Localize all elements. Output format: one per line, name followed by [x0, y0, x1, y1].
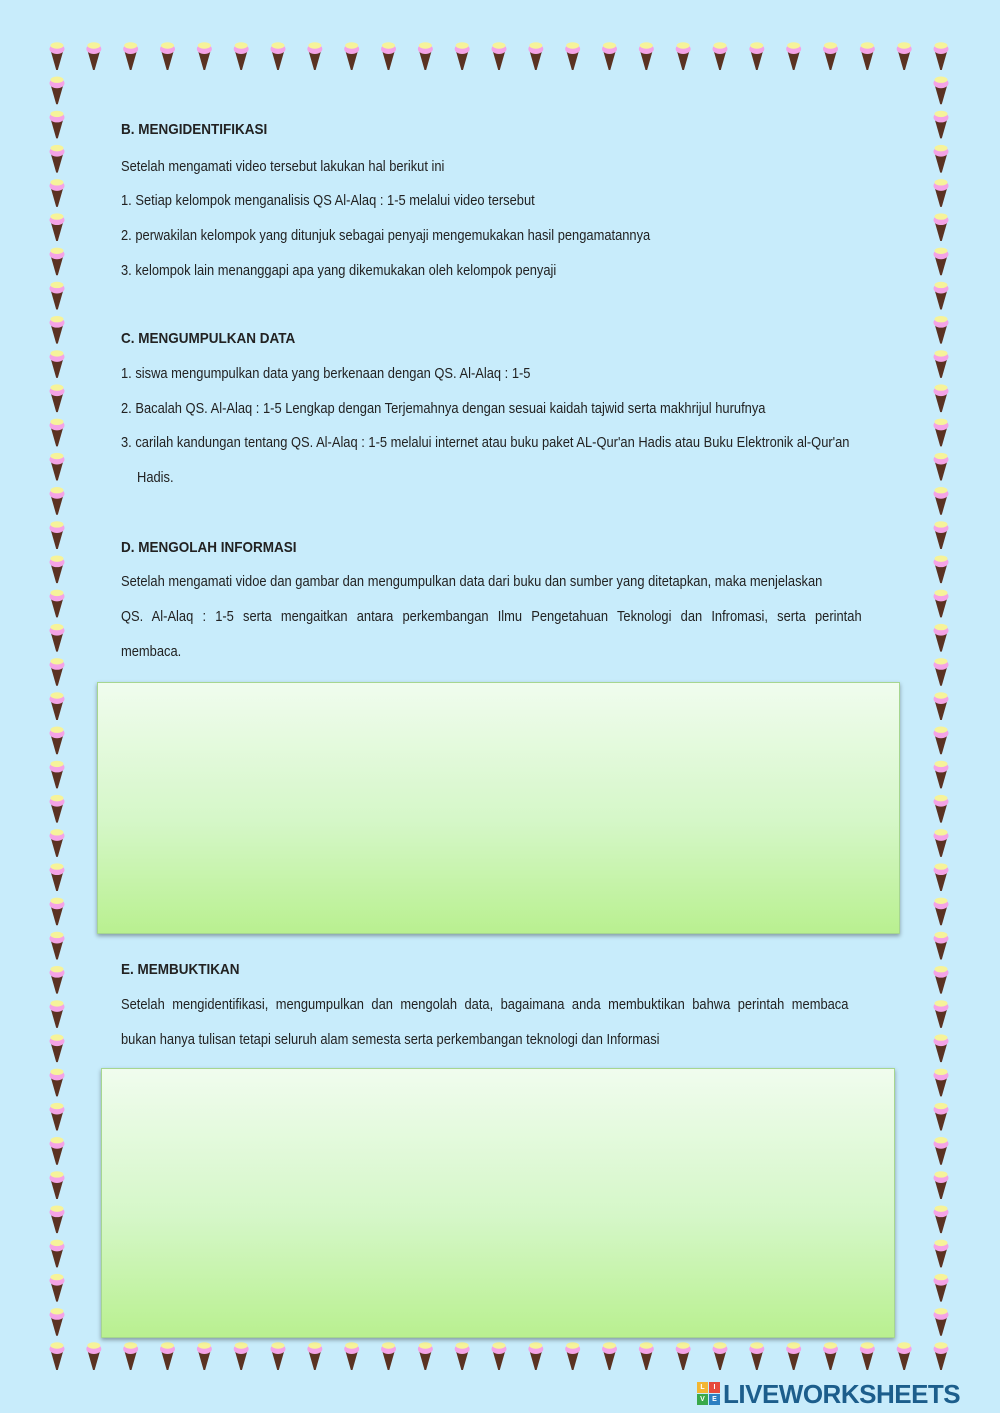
ice-cream-cone-icon	[934, 898, 949, 926]
liveworksheets-logo	[697, 1380, 960, 1408]
ice-cream-cone-icon	[50, 77, 65, 105]
ice-cream-cone-icon	[786, 42, 801, 70]
ice-cream-cone-icon	[749, 42, 764, 70]
section-c-item-1: 1. siswa mengumpulkan data yang berkenaan dengan QS. Al-Alaq : 1-5	[121, 365, 531, 382]
ice-cream-cone-icon	[50, 1240, 65, 1268]
section-d-line-2: QS. Al-Alaq : 1-5 serta mengaitkan antara perkembangan Ilmu Pengetahuan Teknologi dan Infromasi, serta perintah	[121, 608, 862, 625]
ice-cream-cone-icon	[50, 179, 65, 207]
answer-box-membuktikan[interactable]	[101, 1068, 895, 1338]
liveworksheets-logo-icon: L I V E	[697, 1382, 721, 1406]
ice-cream-cone-icon	[934, 1274, 949, 1302]
ice-cream-cone-icon	[418, 1342, 433, 1370]
section-b-item-2: 2. perwakilan kelompok yang ditunjuk sebagai penyaji mengemukakan hasil pengamatannya	[121, 227, 651, 244]
ice-cream-cone-icon	[50, 1308, 65, 1336]
ice-cream-cone-icon	[160, 1342, 175, 1370]
ice-cream-cone-icon	[50, 727, 65, 755]
ice-cream-cone-icon	[271, 1342, 286, 1370]
ice-cream-cone-icon	[934, 453, 949, 481]
section-c-item-3-continuation: Hadis.	[137, 469, 174, 486]
ice-cream-cone-icon	[50, 658, 65, 686]
ice-cream-cone-icon	[307, 42, 322, 70]
ice-cream-cone-icon	[197, 42, 212, 70]
ice-cream-cone-icon	[381, 42, 396, 70]
ice-cream-cone-icon	[823, 42, 838, 70]
ice-cream-cone-icon	[50, 555, 65, 583]
ice-cream-cone-icon	[307, 1342, 322, 1370]
ice-cream-cone-icon	[50, 1000, 65, 1028]
ice-cream-cone-icon	[234, 42, 249, 70]
section-d-line-3: membaca.	[121, 643, 182, 660]
ice-cream-cone-icon	[934, 282, 949, 310]
ice-cream-cone-icon	[713, 42, 728, 70]
ice-cream-cone-icon	[160, 42, 175, 70]
ice-cream-cone-icon	[934, 1342, 949, 1370]
ice-cream-cone-icon	[50, 453, 65, 481]
ice-cream-cone-icon	[934, 727, 949, 755]
ice-cream-cone-icon	[934, 590, 949, 618]
ice-cream-cone-icon	[565, 42, 580, 70]
ice-cream-cone-icon	[50, 1171, 65, 1199]
ice-cream-cone-icon	[528, 1342, 543, 1370]
ice-cream-cone-icon	[50, 1342, 65, 1370]
ice-cream-cone-icon	[50, 316, 65, 344]
ice-cream-cone-icon	[602, 42, 617, 70]
ice-cream-cone-icon	[934, 932, 949, 960]
ice-cream-cone-icon	[934, 795, 949, 823]
ice-cream-cone-icon	[381, 1342, 396, 1370]
ice-cream-cone-icon	[934, 384, 949, 412]
ice-cream-cone-icon	[50, 350, 65, 378]
ice-cream-cone-icon	[934, 692, 949, 720]
ice-cream-cone-icon	[50, 761, 65, 789]
ice-cream-cone-icon	[934, 77, 949, 105]
ice-cream-cone-icon	[50, 42, 65, 70]
ice-cream-cone-icon	[123, 1342, 138, 1370]
ice-cream-cone-icon	[860, 1342, 875, 1370]
ice-cream-cone-icon	[50, 1274, 65, 1302]
answer-box-mengolah-informasi[interactable]	[97, 682, 900, 934]
ice-cream-cone-icon	[934, 829, 949, 857]
ice-cream-cone-icon	[565, 1342, 580, 1370]
ice-cream-cone-icon	[713, 1342, 728, 1370]
ice-cream-cone-icon	[934, 1103, 949, 1131]
section-e-heading: E. MEMBUKTIKAN	[121, 961, 240, 978]
ice-cream-cone-icon	[50, 111, 65, 139]
ice-cream-cone-icon	[934, 42, 949, 70]
ice-cream-cone-icon	[455, 42, 470, 70]
ice-cream-cone-icon	[934, 1034, 949, 1062]
ice-cream-cone-icon	[50, 966, 65, 994]
ice-cream-cone-icon	[271, 42, 286, 70]
ice-cream-cone-icon	[934, 487, 949, 515]
ice-cream-cone-icon	[234, 1342, 249, 1370]
ice-cream-cone-icon	[50, 624, 65, 652]
ice-cream-cone-icon	[344, 1342, 359, 1370]
ice-cream-cone-icon	[934, 350, 949, 378]
ice-cream-cone-icon	[934, 624, 949, 652]
ice-cream-cone-icon	[418, 42, 433, 70]
ice-cream-cone-icon	[50, 1034, 65, 1062]
ice-cream-cone-icon	[860, 42, 875, 70]
ice-cream-cone-icon	[749, 1342, 764, 1370]
ice-cream-cone-icon	[492, 1342, 507, 1370]
ice-cream-cone-icon	[934, 111, 949, 139]
ice-cream-cone-icon	[934, 213, 949, 241]
ice-cream-cone-icon	[50, 419, 65, 447]
section-e-line-2: bukan hanya tulisan tetapi seluruh alam semesta serta perkembangan teknologi dan Informasi	[121, 1031, 660, 1048]
ice-cream-cone-icon	[897, 42, 912, 70]
ice-cream-cone-icon	[676, 42, 691, 70]
ice-cream-cone-icon	[50, 1205, 65, 1233]
ice-cream-cone-icon	[676, 1342, 691, 1370]
ice-cream-cone-icon	[934, 1205, 949, 1233]
ice-cream-cone-icon	[934, 1308, 949, 1336]
ice-cream-cone-icon	[934, 145, 949, 173]
ice-cream-cone-icon	[934, 658, 949, 686]
ice-cream-cone-icon	[50, 1069, 65, 1097]
ice-cream-cone-icon	[50, 932, 65, 960]
ice-cream-cone-icon	[934, 248, 949, 276]
ice-cream-cone-icon	[934, 761, 949, 789]
ice-cream-cone-icon	[492, 42, 507, 70]
ice-cream-cone-icon	[602, 1342, 617, 1370]
section-c-heading: C. MENGUMPULKAN DATA	[121, 330, 296, 347]
section-b-intro: Setelah mengamati video tersebut lakukan hal berikut ini	[121, 158, 445, 175]
ice-cream-cone-icon	[786, 1342, 801, 1370]
ice-cream-cone-icon	[50, 795, 65, 823]
ice-cream-cone-icon	[50, 384, 65, 412]
ice-cream-cone-icon	[934, 316, 949, 344]
ice-cream-cone-icon	[50, 1103, 65, 1131]
ice-cream-cone-icon	[50, 282, 65, 310]
ice-cream-cone-icon	[50, 487, 65, 515]
ice-cream-cone-icon	[823, 1342, 838, 1370]
ice-cream-cone-icon	[639, 1342, 654, 1370]
ice-cream-cone-icon	[934, 1069, 949, 1097]
ice-cream-cone-icon	[934, 1137, 949, 1165]
ice-cream-cone-icon	[50, 590, 65, 618]
section-d-line-1: Setelah mengamati vidoe dan gambar dan mengumpulkan data dari buku dan sumber yang ditetapkan, maka menjelaskan	[121, 573, 823, 590]
ice-cream-cone-icon	[86, 1342, 101, 1370]
ice-cream-cone-icon	[50, 248, 65, 276]
ice-cream-cone-icon	[50, 213, 65, 241]
ice-cream-cone-icon	[934, 1171, 949, 1199]
ice-cream-cone-icon	[50, 829, 65, 857]
ice-cream-cone-icon	[86, 42, 101, 70]
ice-cream-cone-icon	[123, 42, 138, 70]
section-c-item-3: 3. carilah kandungan tentang QS. Al-Alaq : 1-5 melalui internet atau buku paket AL-Qur'an Hadis atau Buku Elektronik al-Qur'an	[121, 434, 850, 451]
ice-cream-cone-icon	[455, 1342, 470, 1370]
ice-cream-cone-icon	[50, 898, 65, 926]
ice-cream-cone-icon	[50, 692, 65, 720]
ice-cream-cone-icon	[344, 42, 359, 70]
ice-cream-cone-icon	[934, 555, 949, 583]
ice-cream-cone-icon	[934, 966, 949, 994]
ice-cream-cone-icon	[897, 1342, 912, 1370]
ice-cream-cone-icon	[639, 42, 654, 70]
ice-cream-cone-icon	[934, 1000, 949, 1028]
section-d-heading: D. MENGOLAH INFORMASI	[121, 539, 297, 556]
liveworksheets-wordmark: LIVEWORKSHEETS	[723, 1378, 961, 1409]
section-b-heading: B. MENGIDENTIFIKASI	[121, 121, 268, 138]
ice-cream-cone-icon	[934, 863, 949, 891]
ice-cream-cone-icon	[934, 419, 949, 447]
section-e-line-1: Setelah mengidentifikasi, mengumpulkan dan mengolah data, bagaimana anda membuktikan bahwa perintah membaca	[121, 996, 849, 1013]
ice-cream-cone-icon	[934, 179, 949, 207]
section-b-item-3: 3. kelompok lain menanggapi apa yang dikemukakan oleh kelompok penyaji	[121, 262, 557, 279]
ice-cream-cone-icon	[934, 1240, 949, 1268]
ice-cream-cone-icon	[50, 521, 65, 549]
ice-cream-cone-icon	[197, 1342, 212, 1370]
ice-cream-cone-icon	[934, 521, 949, 549]
section-c-item-2: 2. Bacalah QS. Al-Alaq : 1-5 Lengkap dengan Terjemahnya dengan sesuai kaidah tajwid serta makhrijul hurufnya	[121, 400, 766, 417]
section-b-item-1: 1. Setiap kelompok menganalisis QS Al-Alaq : 1-5 melalui video tersebut	[121, 192, 535, 209]
ice-cream-cone-icon	[528, 42, 543, 70]
ice-cream-cone-icon	[50, 863, 65, 891]
ice-cream-cone-icon	[50, 145, 65, 173]
ice-cream-cone-icon	[50, 1137, 65, 1165]
